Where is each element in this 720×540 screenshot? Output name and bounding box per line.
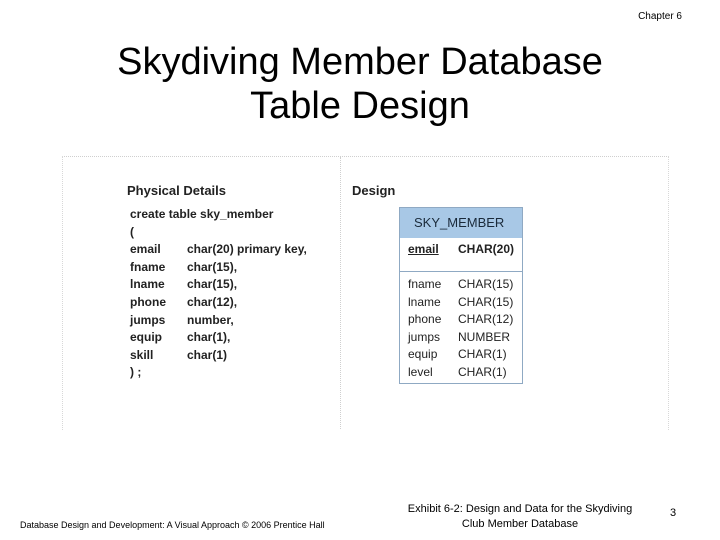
field-row: fname CHAR(15) xyxy=(408,277,514,291)
field-row: phone CHAR(12) xyxy=(408,312,514,326)
exhibit-figure xyxy=(62,156,669,430)
field-row: lname CHAR(15) xyxy=(408,294,514,309)
primary-key-separator xyxy=(400,271,522,272)
field-row: jumps NUMBER xyxy=(408,329,511,344)
footer-book-credit: Database Design and Development: A Visual Approach © 2006 Prentice Hall xyxy=(20,520,325,530)
slide-title xyxy=(0,40,720,128)
primary-key-row: email CHAR(20) xyxy=(408,242,515,256)
sql-line: fname char(15), xyxy=(130,259,238,274)
sql-create-statement xyxy=(130,206,307,382)
page-number: 3 xyxy=(670,507,677,519)
slide-title-line-1: Skydiving Member Database xyxy=(117,41,603,83)
chapter-label: Chapter 6 xyxy=(638,11,682,22)
sql-line: ) ; xyxy=(130,365,142,380)
design-heading: Design xyxy=(352,183,396,198)
field-row: equip CHAR(1) xyxy=(408,347,507,361)
sql-line: email char(20) primary key, xyxy=(130,242,307,257)
table-name-header: SKY_MEMBER xyxy=(400,208,522,238)
exhibit-caption-line-1: Exhibit 6-2: Design and Data for the Skydiving xyxy=(407,503,633,515)
column-divider xyxy=(340,157,341,429)
sql-line: jumps number, xyxy=(130,312,234,327)
field-row: level CHAR(1) xyxy=(408,364,507,379)
sql-line: create table sky_member xyxy=(130,207,274,221)
sky-member-table-diagram xyxy=(399,207,523,384)
exhibit-caption xyxy=(392,502,648,532)
slide-title-line-2: Table Design xyxy=(250,85,470,127)
sql-line: phone char(12), xyxy=(130,294,238,309)
sql-line: equip char(1), xyxy=(130,330,231,345)
sql-line: skill char(1) xyxy=(130,347,228,362)
sql-line: lname char(15), xyxy=(130,277,238,292)
sql-line: ( xyxy=(130,224,134,239)
physical-details-heading: Physical Details xyxy=(127,183,226,198)
exhibit-caption-line-2: Club Member Database xyxy=(461,518,579,530)
